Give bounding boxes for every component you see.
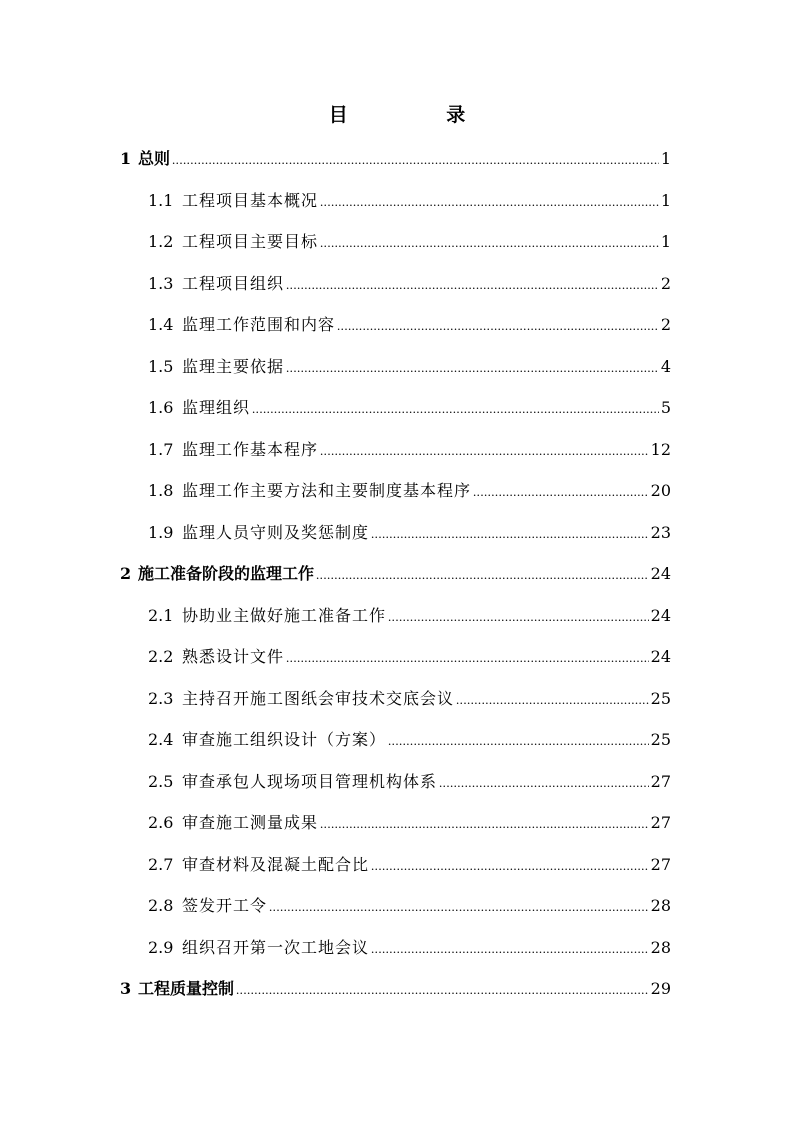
toc-dot-leader bbox=[371, 934, 649, 964]
toc-page-number: 24 bbox=[650, 564, 671, 583]
toc-section-entry[interactable] bbox=[148, 393, 671, 423]
toc-entry-number: 2.1 bbox=[148, 606, 174, 625]
toc-entry-number: 2 bbox=[120, 564, 132, 583]
toc-section-entry[interactable] bbox=[148, 725, 671, 755]
toc-dot-leader bbox=[236, 975, 649, 1005]
toc-dot-leader bbox=[320, 187, 659, 217]
toc-entry-label: 监理组织 bbox=[182, 398, 251, 417]
toc-page-number: 24 bbox=[650, 606, 671, 625]
toc-section-entry[interactable] bbox=[148, 352, 671, 382]
toc-dot-leader bbox=[439, 768, 649, 798]
toc-page-number: 24 bbox=[650, 647, 671, 666]
toc-page-number: 1 bbox=[660, 149, 671, 168]
toc-entry-number: 2.4 bbox=[148, 730, 174, 749]
toc-entry-label: 审查材料及混凝土配合比 bbox=[182, 855, 370, 874]
toc-page-number: 2 bbox=[660, 315, 671, 334]
toc-page-number: 20 bbox=[650, 481, 671, 500]
toc-section-entry[interactable] bbox=[148, 601, 671, 631]
toc-entry-number: 1.1 bbox=[148, 191, 174, 210]
toc-page-number: 29 bbox=[650, 979, 671, 998]
toc-page-number: 1 bbox=[660, 191, 671, 210]
toc-entry-number: 1.7 bbox=[148, 440, 174, 459]
toc-dot-leader bbox=[371, 519, 649, 549]
toc-dot-leader bbox=[320, 809, 649, 839]
toc-dot-leader bbox=[473, 477, 649, 507]
toc-section-entry[interactable] bbox=[148, 850, 671, 880]
toc-entry-number: 2.3 bbox=[148, 689, 174, 708]
toc-entry-number: 2.5 bbox=[148, 772, 174, 791]
toc-dot-leader bbox=[320, 436, 649, 466]
toc-dot-leader bbox=[286, 643, 649, 673]
toc-dot-leader bbox=[316, 560, 649, 590]
toc-chapter-entry[interactable] bbox=[120, 559, 671, 589]
toc-page-number: 27 bbox=[650, 813, 671, 832]
toc-section-entry[interactable] bbox=[148, 684, 671, 714]
toc-entry-label: 监理工作范围和内容 bbox=[182, 315, 336, 334]
toc-section-entry[interactable] bbox=[148, 933, 671, 963]
toc-page-number: 5 bbox=[660, 398, 671, 417]
toc-dot-leader bbox=[286, 353, 659, 383]
toc-entry-label: 审查施工测量成果 bbox=[182, 813, 319, 832]
toc-entry-number: 1.6 bbox=[148, 398, 174, 417]
toc-chapter-entry[interactable] bbox=[120, 144, 671, 174]
toc-page-number: 2 bbox=[660, 274, 671, 293]
toc-entry-number: 2.9 bbox=[148, 938, 174, 957]
toc-section-entry[interactable] bbox=[148, 808, 671, 838]
toc-entry-label: 工程项目组织 bbox=[182, 274, 285, 293]
toc-entry-label: 审查施工组织设计（方案） bbox=[182, 730, 387, 749]
toc-page-number: 28 bbox=[650, 896, 671, 915]
toc-title: 目 录 bbox=[328, 104, 512, 126]
toc-entry-number: 1 bbox=[120, 149, 132, 168]
toc-dot-leader bbox=[286, 270, 659, 300]
toc-entry-label: 监理主要依据 bbox=[182, 357, 285, 376]
toc-entry-label: 总则 bbox=[138, 149, 171, 168]
toc-section-entry[interactable] bbox=[148, 269, 671, 299]
toc-dot-leader bbox=[269, 892, 649, 922]
toc-entry-number: 2.8 bbox=[148, 896, 174, 915]
toc-dot-leader bbox=[388, 602, 649, 632]
toc-page-number: 12 bbox=[650, 440, 671, 459]
toc-entry-label: 主持召开施工图纸会审技术交底会议 bbox=[182, 689, 455, 708]
toc-section-entry[interactable] bbox=[148, 518, 671, 548]
toc-page-number: 27 bbox=[650, 772, 671, 791]
toc-entry-label: 审查承包人现场项目管理机构体系 bbox=[182, 772, 438, 791]
toc-entry-number: 1.9 bbox=[148, 523, 174, 542]
toc-page-number: 1 bbox=[660, 232, 671, 251]
toc-entry-number: 1.4 bbox=[148, 315, 174, 334]
toc-entry-number: 2.2 bbox=[148, 647, 174, 666]
toc-entry-label: 监理工作基本程序 bbox=[182, 440, 319, 459]
toc-entry-label: 协助业主做好施工准备工作 bbox=[182, 606, 387, 625]
toc-entry-label: 组织召开第一次工地会议 bbox=[182, 938, 370, 957]
toc-dot-leader bbox=[371, 851, 649, 881]
toc-entry-number: 2.7 bbox=[148, 855, 174, 874]
toc-entry-number: 1.2 bbox=[148, 232, 174, 251]
toc-section-entry[interactable] bbox=[148, 891, 671, 921]
toc-dot-leader bbox=[320, 228, 659, 258]
toc-section-entry[interactable] bbox=[148, 310, 671, 340]
toc-section-entry[interactable] bbox=[148, 642, 671, 672]
toc-page-number: 23 bbox=[650, 523, 671, 542]
toc-dot-leader bbox=[456, 685, 649, 715]
toc-dot-leader bbox=[337, 311, 659, 341]
toc-entry-label: 工程项目主要目标 bbox=[182, 232, 319, 251]
toc-entry-label: 监理工作主要方法和主要制度基本程序 bbox=[182, 481, 472, 500]
toc-page-number: 4 bbox=[660, 357, 671, 376]
toc-entry-label: 工程项目基本概况 bbox=[182, 191, 319, 210]
toc-entry-number: 2.6 bbox=[148, 813, 174, 832]
toc-entry-label: 监理人员守则及奖惩制度 bbox=[182, 523, 370, 542]
toc-section-entry[interactable] bbox=[148, 186, 671, 216]
toc-dot-leader bbox=[388, 726, 649, 756]
toc-entry-label: 工程质量控制 bbox=[138, 979, 235, 998]
toc-entry-label: 施工准备阶段的监理工作 bbox=[138, 564, 315, 583]
toc-entry-number: 3 bbox=[120, 979, 132, 998]
toc-page-number: 25 bbox=[650, 730, 671, 749]
toc-dot-leader bbox=[172, 145, 659, 175]
toc-section-entry[interactable] bbox=[148, 767, 671, 797]
toc-entry-label: 签发开工令 bbox=[182, 896, 268, 915]
toc-page-number: 25 bbox=[650, 689, 671, 708]
toc-section-entry[interactable] bbox=[148, 227, 671, 257]
toc-entry-number: 1.8 bbox=[148, 481, 174, 500]
toc-section-entry[interactable] bbox=[148, 435, 671, 465]
toc-entry-label: 熟悉设计文件 bbox=[182, 647, 285, 666]
toc-entry-number: 1.3 bbox=[148, 274, 174, 293]
toc-chapter-entry[interactable] bbox=[120, 974, 671, 1004]
toc-page-number: 28 bbox=[650, 938, 671, 957]
toc-page-number: 27 bbox=[650, 855, 671, 874]
toc-dot-leader bbox=[252, 394, 659, 424]
toc-entry-number: 1.5 bbox=[148, 357, 174, 376]
toc-section-entry[interactable] bbox=[148, 476, 671, 506]
